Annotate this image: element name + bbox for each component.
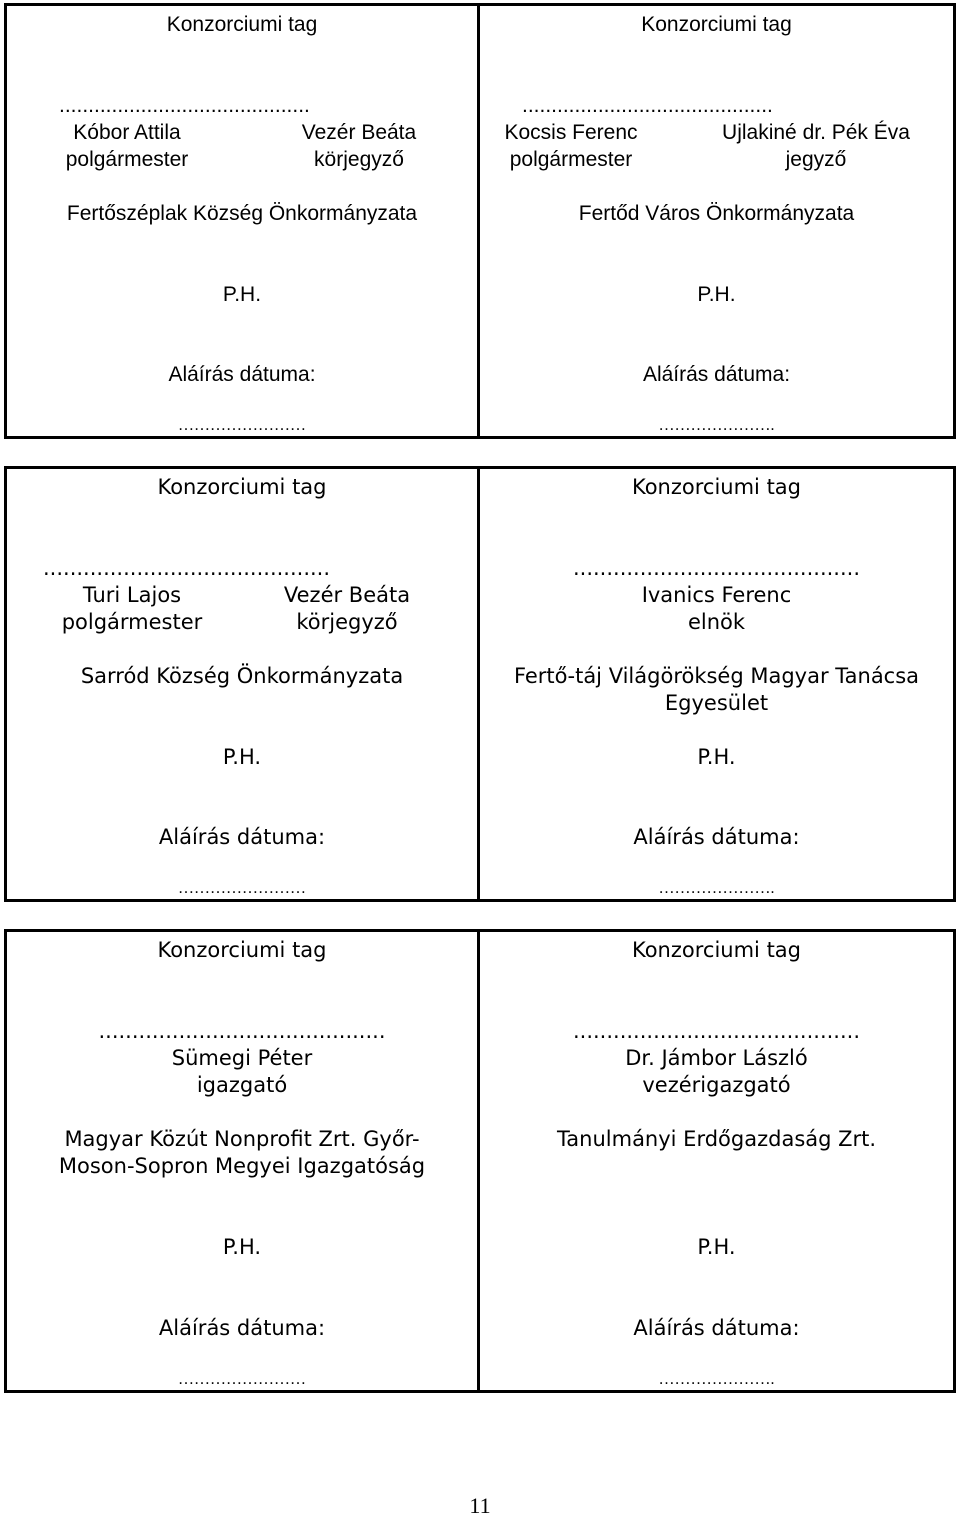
signature-cell [7,469,480,899]
signer-name: Dr. Jámbor László [625,1046,808,1070]
signer-title: igazgató [196,1073,288,1097]
ph-stamp-label: P.H. [222,745,262,769]
signer-2 [269,119,449,173]
signature-cell [7,932,480,1390]
signer-title: vezérigazgató [642,1073,791,1097]
cell-header: Konzorciumi tag [641,13,792,36]
cell-header: Konzorciumi tag [157,938,327,962]
signature-table-3 [4,929,956,1393]
organization-name-line-2: Egyesület [664,691,769,715]
organization-name: Tanulmányi Erdőgazdaság Zrt. [556,1127,877,1151]
signer-title: körjegyző [314,148,404,171]
signer-2 [257,582,437,636]
signature-dots: ........................................... [522,94,773,117]
organization-name: Magyar Közút Nonprofit Zrt. Győr- [64,1127,420,1151]
signature-date-label: Aláírás dátuma: [158,825,326,849]
signature-table-1 [4,3,956,439]
signature-cell [480,469,953,899]
signer-title: jegyző [785,148,847,171]
signature-date-label: Aláírás dátuma: [158,1316,326,1340]
signer-name: Kocsis Ferenc [504,121,638,144]
ph-stamp-label: P.H. [697,745,736,769]
signature-date-line: …………………… [178,417,306,434]
signer-1 [27,119,227,173]
organization-name: Fertőd Város Önkormányzata [578,202,855,225]
signature-cell [480,932,953,1390]
signature-date-label: Aláírás dátuma: [633,825,800,849]
signature-cell [480,6,953,436]
signer-name: Ivanics Ferenc [641,583,792,607]
signature-date-line: …………………. [658,417,775,434]
signer-title: polgármester [509,148,633,171]
signer-title: körjegyző [296,610,398,634]
organization-name-line-2: Moson-Sopron Megyei Igazgatóság [58,1154,426,1178]
page-number: 11 [469,1493,491,1518]
signer-1 [27,582,237,636]
signature-dots: ........................................... [98,1019,386,1043]
signer-name: Kóbor Attila [73,121,181,144]
signer-name: Ujlakiné dr. Pék Éva [722,121,910,144]
signature-date-line: …………………. [658,880,775,897]
signer-name: Turi Lajos [82,583,182,607]
signature-date-line: …………………… [178,1371,306,1388]
signature-dots: ........................................... [43,556,331,580]
ph-stamp-label: P.H. [697,283,736,306]
signer-2 [706,119,926,173]
cell-header: Konzorciumi tag [631,475,801,499]
organization-name: Sarród Község Önkormányzata [80,664,404,688]
signer-name: Vezér Beáta [301,121,417,144]
organization-name: Fertő-táj Világörökség Magyar Tanácsa [513,664,920,688]
signature-dots: ........................................... [572,1019,861,1043]
ph-stamp-label: P.H. [222,283,262,306]
signer-name: Sümegi Péter [171,1046,313,1070]
cell-header: Konzorciumi tag [166,13,318,36]
signer-title: elnök [687,610,746,634]
signature-date-label: Aláírás dátuma: [633,1316,800,1340]
signature-dots: ........................................... [59,94,310,117]
signer-name: Vezér Beáta [283,583,411,607]
signature-dots: ........................................... [572,556,861,580]
signature-date-line: …………………… [178,880,306,897]
signature-date-label: Aláírás dátuma: [642,363,791,386]
signature-table-2 [4,466,956,902]
signature-date-line: …………………. [658,1371,775,1388]
signature-cell [7,6,480,436]
ph-stamp-label: P.H. [697,1235,736,1259]
organization-name: Fertőszéplak Község Önkormányzata [66,202,418,225]
signature-date-label: Aláírás dátuma: [168,363,316,386]
signer-title: polgármester [61,610,203,634]
signer-1 [486,119,656,173]
ph-stamp-label: P.H. [222,1235,262,1259]
cell-header: Konzorciumi tag [631,938,801,962]
cell-header: Konzorciumi tag [157,475,327,499]
signer-title: polgármester [65,148,189,171]
